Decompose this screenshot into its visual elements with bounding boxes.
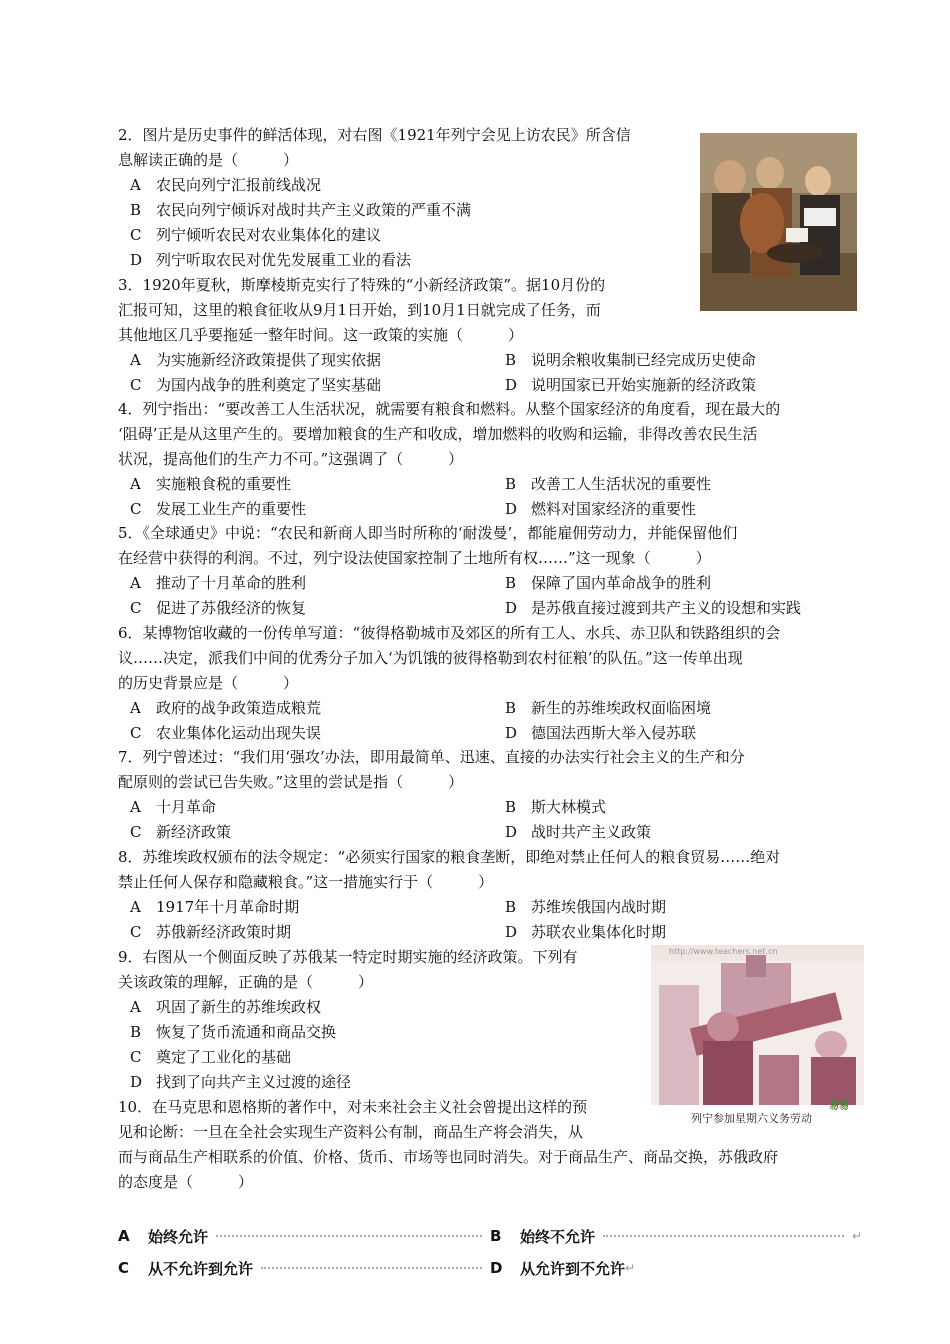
question-stem: 6．某博物馆收藏的一份传单写道：“彼得格勒城市及郊区的所有工人、水兵、赤卫队和铁路组织的会 xyxy=(118,624,781,642)
question-stem: 汇报可知，这里的粮食征收从9月1日开始，到10月1日就完成了任务，而 xyxy=(118,301,601,319)
question-stem: ‘阻碍’正是从这里产生的。要增加粮食的生产和收成，增加燃料的收购和运输，非得改善农民生活 xyxy=(118,425,758,443)
question-stem: 息解读正确的是（ ） xyxy=(118,151,299,169)
dotted-leader xyxy=(216,1235,482,1237)
question-10 xyxy=(118,1095,778,1195)
option-d[interactable]: D 找到了向共产主义过渡的途径 xyxy=(130,1073,352,1091)
option-c[interactable]: C 从不允许到允许 xyxy=(118,1258,490,1279)
question-10-options xyxy=(118,1220,862,1284)
option-b[interactable]: B 改善工人生活状况的重要性 xyxy=(505,475,712,493)
question-stem: 3．1920年夏秋，斯摩棱斯克实行了特殊的“小新经济政策”。据10月份的 xyxy=(118,276,606,294)
question-stem: 在经营中获得的利润。不过，列宁设法使国家控制了土地所有权……”这一现象（ ） xyxy=(118,549,711,567)
option-b[interactable]: B 保障了国内革命战争的胜利 xyxy=(505,574,712,592)
option-a[interactable]: A 农民向列宁汇报前线战况 xyxy=(130,176,322,194)
question-7 xyxy=(118,745,868,845)
option-d[interactable]: D 战时共产主义政策 xyxy=(505,823,652,841)
option-a[interactable]: A 为实施新经济政策提供了现实依据 xyxy=(130,351,382,369)
question-stem: 7．列宁曾述过：“我们用‘强攻’办法，即用最简单、迅速、直接的办法实行社会主义的生产和分 xyxy=(118,748,745,766)
question-stem: 8．苏维埃政权颁布的法令规定：“必须实行国家的粮食垄断，即绝对禁止任何人的粮食贸易……绝对 xyxy=(118,848,781,866)
option-c[interactable]: C 促进了苏俄经济的恢复 xyxy=(130,599,307,617)
question-stem: 5．《全球通史》中说：“农民和新商人即当时所称的‘耐泼曼’，都能雇佣劳动力，并能保留他们 xyxy=(118,524,738,542)
question-stem: 状况，提高他们的生产力不可。”这强调了（ ） xyxy=(118,450,464,468)
option-d[interactable]: D 苏联农业集体化时期 xyxy=(505,923,667,941)
option-c[interactable]: C 奠定了工业化的基础 xyxy=(130,1048,292,1066)
option-b[interactable]: B 始终不允许 ↵ xyxy=(490,1227,862,1246)
question-stem: 关该政策的理解，正确的是（ ） xyxy=(118,973,374,991)
return-mark-icon: ↵ xyxy=(625,1261,636,1275)
question-stem: 的态度是（ ） xyxy=(118,1173,254,1191)
option-c[interactable]: C 农业集体化运动出现失误 xyxy=(130,724,322,742)
option-b[interactable]: B 农民向列宁倾诉对战时共产主义政策的严重不满 xyxy=(130,201,472,219)
option-a[interactable]: A 1917年十月革命时期 xyxy=(130,898,300,916)
option-a[interactable]: A 推动了十月革命的胜利 xyxy=(130,574,307,592)
option-c[interactable]: C 为国内战争的胜利奠定了坚实基础 xyxy=(130,376,382,394)
question-stem: 禁止任何人保存和隐藏粮食。”这一措施实行于（ ） xyxy=(118,873,494,891)
question-stem: 见和论断：一旦在全社会实现生产资料公有制，商品生产将会消失，从 xyxy=(118,1123,584,1141)
question-6 xyxy=(118,621,868,746)
question-stem: 的历史背景应是（ ） xyxy=(118,674,299,692)
question-stem: 4．列宁指出：“要改善工人生活状况，就需要有粮食和燃料。从整个国家经济的角度看，现在最大的 xyxy=(118,400,781,418)
return-mark-icon: ↵ xyxy=(851,1229,862,1243)
question-stem: 配原则的尝试已告失败。”这里的尝试是指（ ） xyxy=(118,773,464,791)
option-c[interactable]: C 苏俄新经济政策时期 xyxy=(130,923,292,941)
dotted-leader xyxy=(603,1235,844,1237)
option-b[interactable]: B 苏维埃俄国内战时期 xyxy=(505,898,667,916)
question-stem: 而与商品生产相联系的价值、价格、货币、市场等也同时消失。对于商品生产、商品交换，苏俄政府 xyxy=(118,1148,779,1166)
question-stem: 2．图片是历史事件的鲜活体现，对右图《1921年列宁会见上访农民》所含信 xyxy=(118,126,631,144)
dotted-leader xyxy=(261,1267,482,1269)
question-stem: 10．在马克思和恩格斯的著作中，对未来社会主义社会曾提出这样的预 xyxy=(118,1098,588,1116)
image-caption: 列宁参加星期六义务劳动 xyxy=(691,1112,812,1125)
option-d[interactable]: D 德国法西斯大举入侵苏联 xyxy=(505,724,697,742)
option-a[interactable]: A 十月革命 xyxy=(130,798,217,816)
option-a[interactable]: A 巩固了新生的苏维埃政权 xyxy=(130,998,322,1016)
question-5 xyxy=(118,521,868,621)
option-d[interactable]: D 说明国家已开始实施新的经济政策 xyxy=(505,376,757,394)
option-b[interactable]: B 恢复了货币流通和商品交换 xyxy=(130,1023,337,1041)
option-b[interactable]: B 新生的苏维埃政权面临困境 xyxy=(505,699,712,717)
question-stem: 议……决定，派我们中间的优秀分子加入‘为饥饿的彼得格勒到农村征粮’的队伍。”这一传单出现 xyxy=(118,649,743,667)
question-2 xyxy=(118,123,631,273)
option-d[interactable]: D 燃料对国家经济的重要性 xyxy=(505,500,697,518)
option-b[interactable]: B 斯大林模式 xyxy=(505,798,607,816)
option-a[interactable]: A 始终允许 xyxy=(118,1226,490,1247)
question-9 xyxy=(118,945,578,1095)
question-stem: 其他地区几乎要拖延一整年时间。这一政策的实施（ ） xyxy=(118,326,524,344)
option-a[interactable]: A 实施粮食税的重要性 xyxy=(130,475,292,493)
option-c[interactable]: C 新经济政策 xyxy=(130,823,232,841)
question-stem: 9．右图从一个侧面反映了苏俄某一特定时期实施的经济政策。下列有 xyxy=(118,948,578,966)
option-d[interactable]: D 从允许到不允许 ↵ xyxy=(490,1259,636,1278)
image-logo: 易易 xyxy=(829,1101,849,1112)
question-8 xyxy=(118,845,868,945)
option-c[interactable]: C 发展工业生产的重要性 xyxy=(130,500,307,518)
option-b[interactable]: B 说明余粮收集制已经完成历史使命 xyxy=(505,351,757,369)
image-watermark: http://www.teachers.net.cn xyxy=(669,947,778,956)
question-4 xyxy=(118,397,868,522)
question-3 xyxy=(118,273,868,398)
option-c[interactable]: C 列宁倾听农民对农业集体化的建议 xyxy=(130,226,382,244)
option-d[interactable]: D 是苏俄直接过渡到共产主义的设想和实践 xyxy=(505,599,802,617)
option-a[interactable]: A 政府的战争政策造成粮荒 xyxy=(130,699,322,717)
option-d[interactable]: D 列宁听取农民对优先发展重工业的看法 xyxy=(130,251,412,269)
